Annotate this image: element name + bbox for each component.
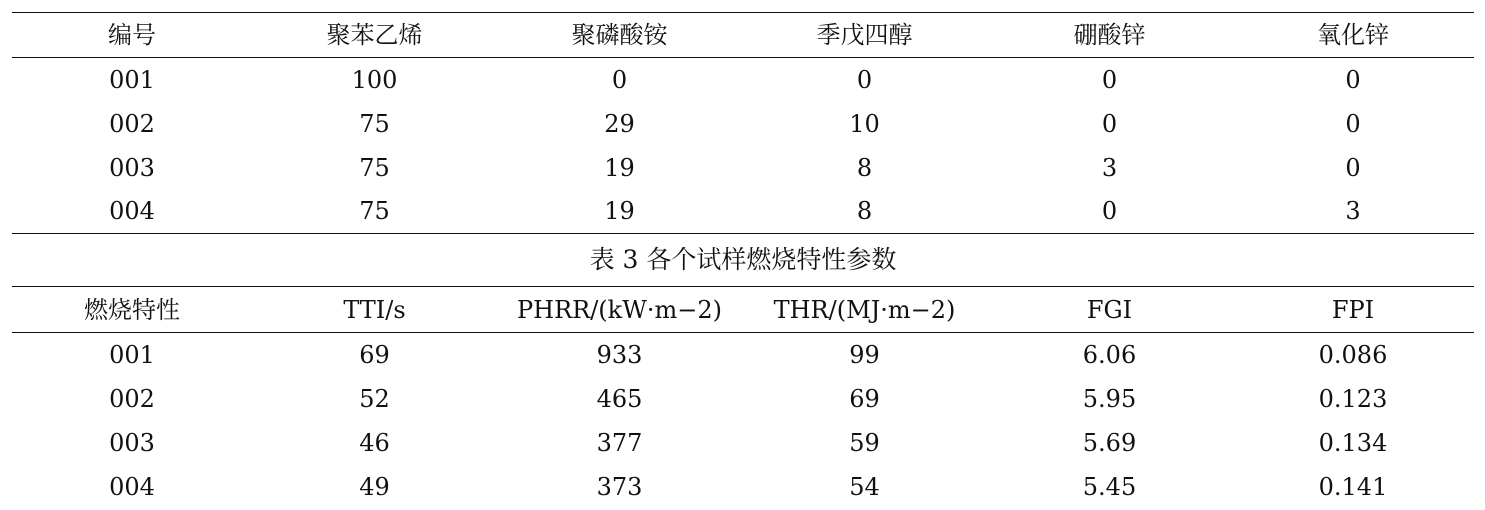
table-row <box>12 377 1474 421</box>
table-cell: 002 <box>109 109 155 138</box>
table-cell: 0.086 <box>1318 340 1388 369</box>
table-row <box>12 465 1474 509</box>
table-cell: 100 <box>351 65 398 94</box>
document-page <box>12 12 1474 509</box>
table-caption: 表 3 各个试样燃烧特性参数 <box>589 245 897 274</box>
table-cell: 465 <box>596 384 643 413</box>
table-cell: 75 <box>359 197 390 226</box>
table-cell: 0 <box>1345 65 1361 94</box>
table-cell: 3 <box>1101 153 1118 182</box>
column-header-zinc-borate: 硼酸锌 <box>987 13 1232 58</box>
table-cell: 0 <box>1101 109 1118 138</box>
table-cell: 377 <box>596 428 643 457</box>
column-header-fgi: FGI <box>987 287 1232 333</box>
table-header-row <box>12 13 1474 58</box>
table-row <box>12 102 1474 146</box>
table-cell: 69 <box>359 340 390 369</box>
table-cell: 19 <box>604 197 635 226</box>
column-header-zinc-oxide: 氧化锌 <box>1232 13 1474 58</box>
table-cell: 003 <box>109 153 155 182</box>
table-cell: 0 <box>856 65 873 94</box>
table-cell: 19 <box>604 153 635 182</box>
column-header-ammonium-polyphosphate: 聚磷酸铵 <box>497 13 742 58</box>
table-cell: 003 <box>109 428 155 457</box>
table-cell: 001 <box>109 65 155 94</box>
column-header-thr: THR/(MJ·m−2) <box>742 287 987 333</box>
table-cell: 0.134 <box>1318 428 1388 457</box>
table-cell: 3 <box>1345 197 1361 226</box>
table-cell: 8 <box>856 153 873 182</box>
table-cell: 54 <box>849 472 880 501</box>
table-cell: 0 <box>611 65 628 94</box>
table-cell: 373 <box>596 472 643 501</box>
table-cell: 99 <box>849 340 880 369</box>
table-cell: 49 <box>359 472 390 501</box>
table-row <box>12 333 1474 377</box>
table-cell: 0 <box>1345 153 1361 182</box>
column-header-phrr: PHRR/(kW·m−2) <box>497 287 742 333</box>
column-header-tti: TTI/s <box>252 287 497 333</box>
column-header-pentaerythritol: 季戊四醇 <box>742 13 987 58</box>
table-row <box>12 58 1474 102</box>
table-cell: 0 <box>1101 65 1118 94</box>
column-header-sample-id: 编号 <box>12 13 252 58</box>
table-row <box>12 421 1474 465</box>
table-cell: 8 <box>856 197 873 226</box>
table-cell: 10 <box>849 109 880 138</box>
table-row <box>12 190 1474 234</box>
table-header-row <box>12 287 1474 333</box>
table-cell: 59 <box>849 428 880 457</box>
column-header-polystyrene: 聚苯乙烯 <box>252 13 497 58</box>
table-cell: 002 <box>109 384 155 413</box>
table-cell: 0.123 <box>1318 384 1388 413</box>
table-cell: 69 <box>849 384 880 413</box>
table-cell: 004 <box>109 472 155 501</box>
table-cell: 001 <box>109 340 155 369</box>
table-cell: 5.69 <box>1082 428 1137 457</box>
column-header-fpi: FPI <box>1232 287 1474 333</box>
table-cell: 75 <box>359 153 390 182</box>
table-cell: 52 <box>359 384 390 413</box>
table-cell: 0 <box>1345 109 1361 138</box>
column-header-combustion-property: 燃烧特性 <box>12 287 252 333</box>
table-cell: 29 <box>604 109 635 138</box>
table-cell: 5.95 <box>1082 384 1137 413</box>
table-cell: 5.45 <box>1082 472 1137 501</box>
table-cell: 46 <box>359 428 390 457</box>
table-cell: 004 <box>109 197 155 226</box>
table-cell: 0.141 <box>1318 472 1388 501</box>
table-cell: 6.06 <box>1082 340 1137 369</box>
combustion-properties-table <box>12 286 1474 509</box>
composition-table <box>12 12 1474 234</box>
table-row <box>12 146 1474 190</box>
table-cell: 0 <box>1101 197 1118 226</box>
table-cell: 933 <box>596 340 643 369</box>
table-cell: 75 <box>359 109 390 138</box>
